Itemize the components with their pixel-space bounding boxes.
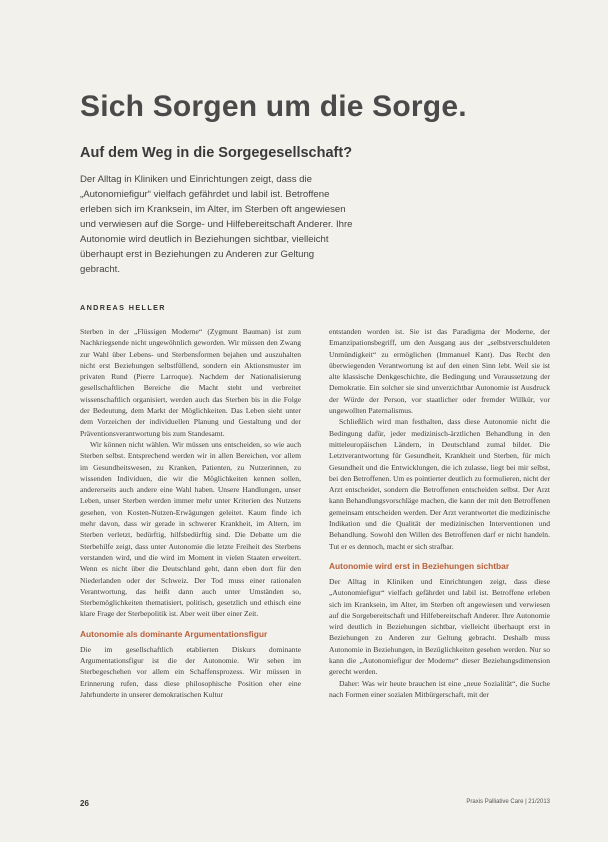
- paragraph: entstanden worden ist. Sie ist das Paradigma der Moderne, der Emanzipationsbegriff, um den Ausgang aus der „selbstverschuldeten Unmündigkeit“ zu ermöglichen (Immanuel Kant). Das Recht den überwiegenden Verantwortung ist auf den einen Sinn lebt. Weil sie ist alte klassische Denkgeschichte, die Bedingung und Voraussetzung der Demokratie. Ein solcher sie sind unverzichtbar Autonomie ist Ausdruck der Würde der Person, vor staatlicher oder fremder Willkür, vor ungewollten Paternalismus.: [329, 327, 550, 416]
- text-column-right: [329, 326, 550, 700]
- article-title: Sich Sorgen um die Sorge.: [80, 90, 467, 123]
- paragraph: Die im gesellschaftlich etablierten Diskurs dominante Argumentationsfigur ist die der Autonomie. Wir sehen im Sterbegeschehen vor allem ein Schaffensprozess. Wir müssen in Erinnerung rufen, dass diese philosophische Position eher eine Jahrhunderte in unserer demokratischen Kultur: [80, 644, 301, 699]
- article-subtitle: Auf dem Weg in die Sorgegesellschaft?: [80, 145, 353, 161]
- page-number: 26: [80, 799, 89, 808]
- text-column-left: [80, 326, 301, 700]
- paragraph: Sterben in der „Flüssigen Moderne“ (Zygmunt Bauman) ist zum Nachkriegsende nicht ungewöhnlich geworden. Wir müssen den Zwang zur Wahl über Lebens- und Sterbensformen bejahen und auszuhalten nicht erst Beziehungen selbstfüllend, sondern ein Aktionsmuster im privaten Rund (Pierre Larroque). Nachdem der Nationalisierung gesellschaftlichen Bereiche die Macht steht und verbreitet wissenschaftlich organisiert, werden auch das Sterben bis in die Folge der Bedeutung, dem Markt der Möglichkeiten. Das Leben sieht unter dem Vorzeichen der individuellen Planung und Gestaltung und der Präventionsverantwortung bis zum Standesamt.: [80, 327, 301, 438]
- article-lead: Der Alltag in Kliniken und Einrichtungen zeigt, dass die „Autonomiefigur“ vielfach gefährdet und labil ist. Betroffene erleben sich im Kranksein, im Alter, im Sterben oft angewiesen und verwiesen auf die Sorge- und Hilfebereitschaft Anderer. Ihre Autonomie wird deutlich in Beziehungen sichtbar, vielleicht überhaupt erst in Beziehungen zu Anderen zur Geltung gebracht.: [80, 174, 353, 275]
- journal-name: Praxis Palliative Care | 21/2013: [466, 799, 550, 805]
- paragraph: Wir können nicht wählen. Wir müssen uns entscheiden, so wie auch Sterben selbst. Entsprechend werden wir in allen Bereichen, vor allem im Gesundheitswesen, zu Kranken, Patienten, zu Nutzerinnen, zu wissenden Individuen, die wir die Möglichkeiten kennen sollen, andererseits auch andere eine Wahl haben. Unsere Handlungen, unser Leben, unser Sterben werden immer mehr unter Kriterien des Nutzens gesehen, von Kosten-Nutzen-Erwägungen geleitet. Kaum finde ich mehr davon, dass wir gerade in schwerer Krankheit, im Altern, im Sterben verletzt, bedürftig, hilfsbedürftig sind. Die Debatte um die Sterbehilfe zeigt, dass unter Autonomie die letzte Freiheit des Sterbens verstanden wird, und die wird im Moment in vielen Staaten erweitert. Wenn es nicht über die Deutschland geht, dann eben dort für den Niederlanden oder der Schweiz. Der Tod muss einer rationalen Verantwortung, das heißt dann auch unter Umständen so, Sterbemöglichkeiten thematisiert, politisch, gesetzlich und ethisch eine klare Frage der Sterbepolitik ist. Aber weit über einer Zeit.: [80, 439, 301, 619]
- paragraph: Der Alltag in Kliniken und Einrichtungen zeigt, dass diese „Autonomiefigur“ vielfach gefährdet und labil ist. Betroffene erleben sich im Kranksein, im Alter, im Sterben oft angewiesen und verwiesen auf die Sorgebereitschaft und Hilfebereitschaft Anderer. Ihre Autonomie wird deutlich in Beziehungen sichtbar, vielleicht überhaupt erst in Beziehungen zu Anderen zur Geltung gebracht. Deshalb muss Autonomie in Beziehungen, in Bezüglichkeiten gesehen werden. Nur so kann die „Autonomiefigur der Moderne“ dieser Beziehungsdimension gerecht werden.: [329, 576, 550, 677]
- author-name: ANDREAS HELLER: [80, 303, 166, 312]
- section-heading: Autonomie als dominante Argumentationsfigur: [80, 628, 268, 639]
- section-heading: Autonomie wird erst in Beziehungen sichtbar: [329, 560, 510, 571]
- paragraph: Schließlich wird man festhalten, dass diese Autonomie nicht die Bedingung dafür, jeder medizinisch-ärztlichen Behandlung in den mitteleuropäischen Ländern, in Deutschland zumal bildet. Die Letztverantwortung für Gesundheit, Krankheit und Sterben, für mich Gesundheit und die Entwicklungen, die ich zulasse, liegt bei mir selbst, bei den Betroffenen. Um es pointierter deutlich zu formulieren, nicht der Arzt entscheidet, sondern die Betroffenen entscheiden selbst. Der Arzt kann Behandlungsvorschläge machen, die kann der mit den Betroffenen gemeinsam entscheiden werden. Der Arzt verantwortet die medizinische Indikation und die Qualität der medizinischen Interventionen und Behandlung. Sowohl den Willen des Betroffenen darf er nicht handeln. Tut er es dennoch, macht er sich strafbar.: [329, 417, 550, 551]
- paragraph: Daher: Was wir heute brauchen ist eine „neue Sozialität“, die Suche nach Formen einer sozialen Mitbürgerschaft, mit der: [329, 678, 550, 699]
